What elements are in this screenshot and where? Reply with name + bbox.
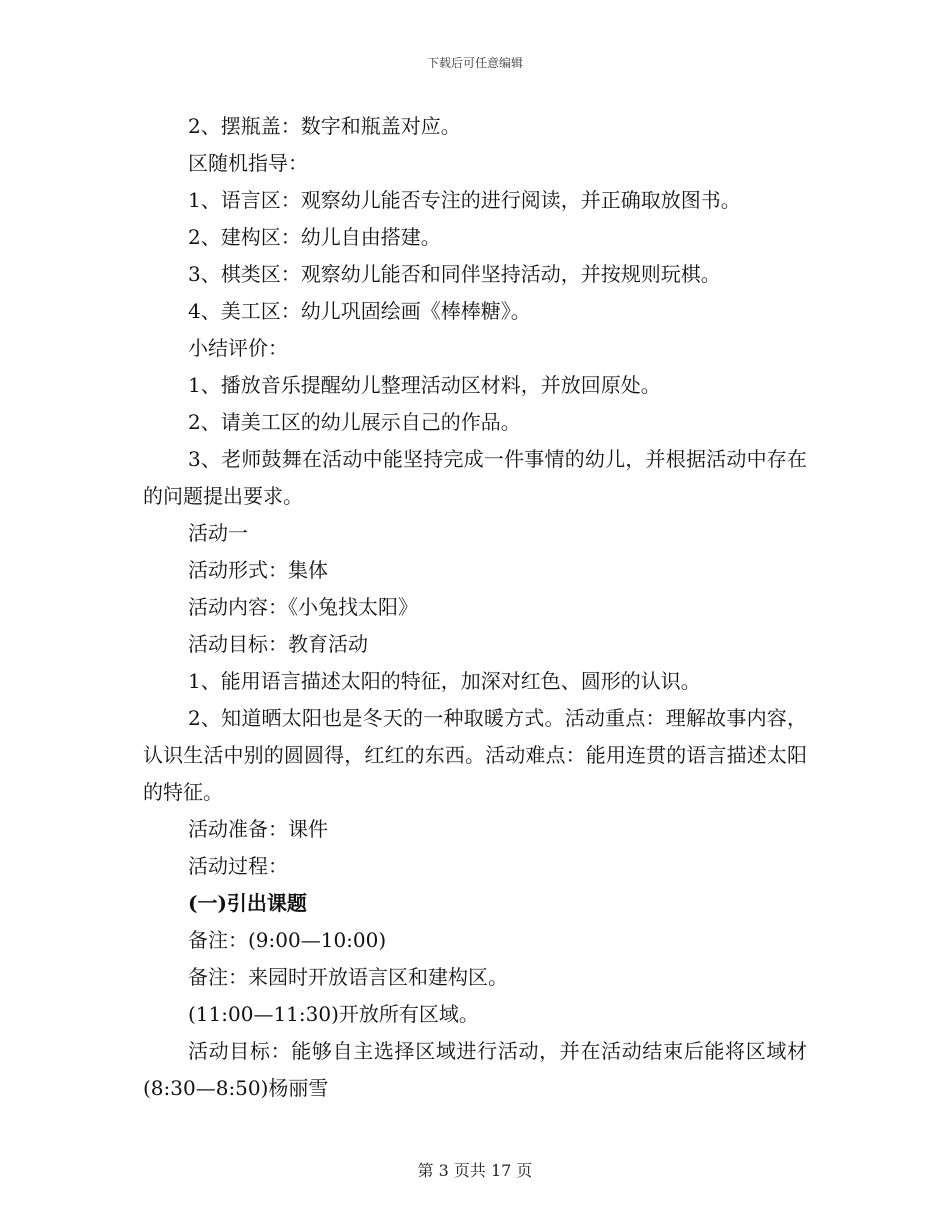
- paragraph-2: 区随机指导：: [188, 151, 308, 175]
- paragraph-9: 2、请美工区的幼儿展示自己的作品。: [188, 410, 521, 434]
- paragraph-14: 活动目标：教育活动: [188, 632, 368, 656]
- paragraph-22: (11:00—11:30)开放所有区域。: [188, 1002, 479, 1026]
- paragraph-20: 备注：(9:00—10:00): [188, 928, 387, 952]
- paragraph-4: 2、建构区：幼儿自由搭建。: [188, 225, 441, 249]
- paragraph-15: 1、能用语言描述太阳的特征，加深对红色、圆形的认识。: [188, 669, 701, 693]
- paragraph-8: 1、播放音乐提醒幼儿整理活动区材料，并放回原处。: [188, 373, 661, 397]
- section-heading: (一)引出课题: [188, 891, 307, 915]
- paragraph-10: 3、老师鼓舞在活动中能坚持完成一件事情的幼儿，并根据活动中存在的问题提出要求。: [143, 447, 807, 508]
- paragraph-12: 活动形式：集体: [188, 558, 328, 582]
- page-header: 下载后可任意编辑: [426, 56, 523, 70]
- paragraph-11: 活动一: [188, 521, 248, 545]
- paragraph-1: 2、摆瓶盖：数字和瓶盖对应。: [188, 114, 461, 138]
- paragraph-18: 活动过程：: [188, 854, 288, 878]
- paragraph-6: 4、美工区：幼儿巩固绘画《棒棒糖》。: [188, 299, 531, 323]
- paragraph-7: 小结评价：: [188, 336, 288, 360]
- paragraph-16: 2、知道晒太阳也是冬天的一种取暖方式。活动重点：理解故事内容，认识生活中别的圆圆得，红红的东西。活动难点：能用连贯的语言描述太阳的特征。: [143, 706, 807, 804]
- paragraph-21: 备注：来园时开放语言区和建构区。: [188, 965, 508, 989]
- paragraph-5: 3、棋类区：观察幼儿能否和同伴坚持活动，并按规则玩棋。: [188, 262, 721, 286]
- paragraph-23: 活动目标：能够自主选择区域进行活动，并在活动结束后能将区域材(8:30—8:50)杨丽雪: [143, 1039, 807, 1100]
- document-body: [143, 108, 807, 1107]
- paragraph-13: 活动内容：《小兔找太阳》: [188, 595, 418, 619]
- page-footer: 第 3 页共 17 页: [417, 1161, 533, 1180]
- paragraph-17: 活动准备：课件: [188, 817, 328, 841]
- paragraph-3: 1、语言区：观察幼儿能否专注的进行阅读，并正确取放图书。: [188, 188, 741, 212]
